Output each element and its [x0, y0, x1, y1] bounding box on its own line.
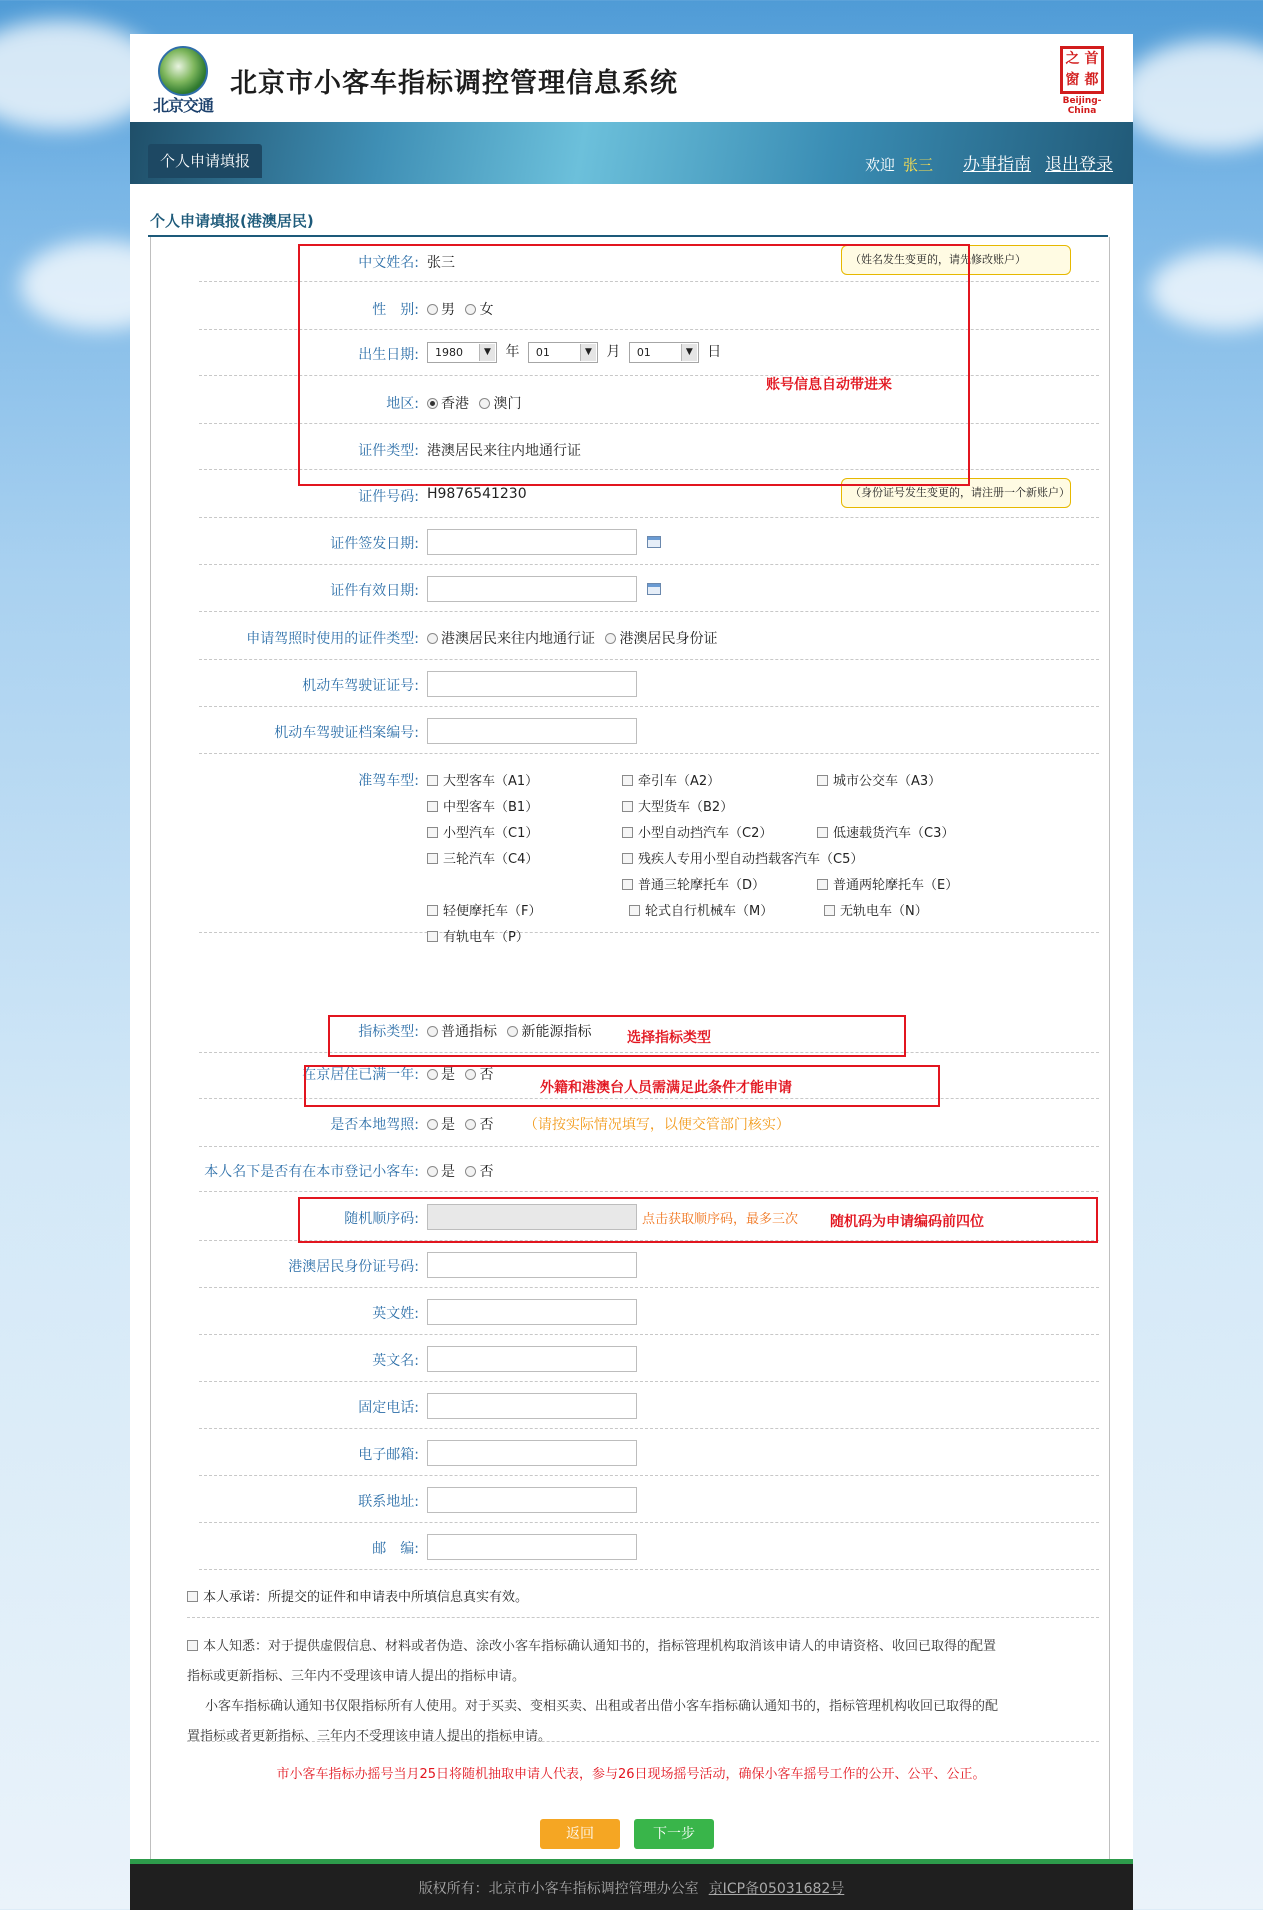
license-number-label: 机动车驾驶证证号: — [302, 678, 419, 694]
quota-new-energy-label: 新能源指标 — [521, 1024, 592, 1040]
phone-label: 固定电话: — [358, 1400, 419, 1416]
section-title: 个人申请填报(港澳居民) — [150, 212, 314, 230]
cert-type-value: 港澳居民来往内地通行证 — [427, 443, 581, 459]
seal-char: 都 — [1084, 72, 1099, 88]
license-file-number-label: 机动车驾驶证档案编号: — [274, 725, 419, 741]
license-cert-type-label: 申请驾照时使用的证件类型: — [246, 631, 419, 647]
seal-icon — [1060, 46, 1104, 94]
random-code-label: 随机顺序码: — [344, 1211, 419, 1227]
vehicle-type-checkbox[interactable]: 牵引车（A2） — [622, 770, 720, 789]
has-car-yes-label: 是 — [441, 1164, 455, 1180]
region-hk-label: 香港 — [441, 396, 469, 412]
birth-month-value: 01 — [535, 345, 550, 359]
gender-female-label: 女 — [479, 302, 494, 318]
name-change-tip: （姓名发生变更的，请先修改账户） — [841, 245, 1071, 275]
vehicle-type-checkbox[interactable]: 轻便摩托车（F） — [427, 900, 541, 919]
license-cert-id-label: 港澳居民身份证 — [619, 631, 718, 647]
has-car-yes-radio[interactable] — [427, 1166, 438, 1177]
phone-input[interactable] — [427, 1393, 637, 1419]
license-cert-permit-radio[interactable] — [427, 633, 438, 644]
license-number-input[interactable] — [427, 671, 637, 697]
gender-label: 性 别: — [372, 302, 419, 318]
address-label: 联系地址: — [358, 1494, 419, 1510]
local-license-yes-radio[interactable] — [427, 1119, 438, 1130]
vehicle-type-checkbox[interactable]: 小型自动挡汽车（C2） — [622, 822, 772, 841]
vehicle-type-checkbox[interactable]: 普通三轮摩托车（D） — [622, 874, 765, 893]
chevron-down-icon: ▼ — [580, 344, 596, 361]
copyright-text: 版权所有：北京市小客车指标调控管理办公室 — [418, 1881, 699, 1897]
english-surname-input[interactable] — [427, 1299, 637, 1325]
notice-block — [187, 1632, 1087, 1752]
vehicle-type-checkbox[interactable]: 中型客车（B1） — [427, 796, 538, 815]
local-license-note: （请按实际情况填写，以便交管部门核实） — [523, 1117, 790, 1133]
email-input[interactable] — [427, 1440, 637, 1466]
chinese-name-label: 中文姓名: — [358, 255, 419, 271]
has-car-options — [421, 1161, 493, 1181]
tab-personal-application[interactable]: 个人申请填报 — [148, 144, 262, 178]
site-title: 北京市小客车指标调控管理信息系统 — [230, 68, 678, 99]
row-english-surname — [199, 1288, 1099, 1335]
random-code-annotation: 随机码为申请编码前四位 — [830, 1214, 984, 1230]
zip-label: 邮 编: — [372, 1541, 419, 1557]
gender-male-label: 男 — [441, 302, 455, 318]
valid-date-label: 证件有效日期: — [330, 583, 419, 599]
vehicle-type-checkbox[interactable]: 大型客车（A1） — [427, 770, 538, 789]
valid-date-input[interactable] — [427, 576, 637, 602]
local-license-options — [421, 1114, 790, 1134]
row-license-cert-type — [199, 612, 1099, 660]
issue-date-input[interactable] — [427, 529, 637, 555]
region-label: 地区: — [386, 396, 419, 412]
vehicle-type-checkbox[interactable]: 城市公交车（A3） — [817, 770, 941, 789]
english-name-label: 英文名: — [372, 1353, 419, 1369]
auto-fill-annotation: 账号信息自动带进来 — [766, 377, 892, 393]
row-issue-date — [199, 518, 1099, 565]
row-promise — [187, 1570, 1099, 1618]
day-unit: 日 — [707, 344, 722, 360]
row-hk-id — [199, 1241, 1099, 1288]
quota-type-annotation: 选择指标类型 — [627, 1030, 711, 1046]
notice-line: 指标或更新指标、三年内不受理该申请人提出的指标申请。 — [187, 1669, 526, 1684]
year-unit: 年 — [505, 344, 520, 360]
id-change-tip: （身份证号发生变更的，请注册一个新账户） — [841, 478, 1071, 508]
cert-number-value: H9876541230 — [427, 486, 527, 502]
resident-no-label: 否 — [479, 1067, 494, 1083]
row-address — [199, 1476, 1099, 1523]
page-container — [130, 34, 1133, 1910]
next-button[interactable]: 下一步 — [634, 1819, 714, 1849]
notice-checkbox[interactable] — [187, 1640, 198, 1651]
back-button[interactable]: 返回 — [540, 1819, 620, 1849]
footer — [130, 1859, 1133, 1910]
license-cert-type-options — [421, 628, 717, 648]
user-area — [865, 150, 1113, 175]
beijing-transport-logo — [148, 46, 218, 116]
birth-day-value: 01 — [636, 345, 651, 359]
notice-line: 本人知悉：对于提供虚假信息、材料或者伪造、涂改小客车指标确认通知书的，指标管理机构取消该申请人的申请资格、收回已取得的配置 — [187, 1632, 1087, 1662]
chevron-down-icon: ▼ — [479, 344, 495, 361]
local-license-label: 是否本地驾照: — [330, 1117, 419, 1133]
row-license-number — [199, 660, 1099, 707]
resident-year-label: 在京居住已满一年: — [302, 1067, 419, 1083]
hk-id-input[interactable] — [427, 1252, 637, 1278]
vehicle-type-checkbox[interactable]: 大型货车（B2） — [622, 796, 733, 815]
vehicle-types-label: 准驾车型: — [358, 773, 419, 789]
local-license-no-label: 否 — [479, 1117, 494, 1133]
promise-checkbox[interactable] — [187, 1586, 528, 1605]
seal-char: 之 — [1065, 51, 1080, 67]
guide-link[interactable]: 办事指南 — [963, 155, 1031, 175]
license-file-number-input[interactable] — [427, 718, 637, 744]
promise-text: 本人承诺：所提交的证件和申请表中所填信息真实有效。 — [203, 1590, 529, 1605]
issue-date-label: 证件签发日期: — [330, 536, 419, 552]
seal-char: 窗 — [1065, 72, 1080, 88]
row-valid-date — [199, 565, 1099, 612]
zip-input[interactable] — [427, 1534, 637, 1560]
capital-window-logo — [1055, 46, 1109, 116]
quota-normal-label: 普通指标 — [441, 1024, 497, 1040]
vehicle-type-checkbox[interactable]: 无轨电车（N） — [824, 900, 928, 919]
calendar-icon[interactable] — [647, 583, 661, 595]
english-surname-label: 英文姓: — [372, 1306, 419, 1322]
nav-bar — [130, 122, 1133, 184]
notice-line: 置指标或者更新指标、三年内不受理该申请人提出的指标申请。 — [187, 1729, 552, 1744]
cert-number-label: 证件号码: — [358, 489, 419, 505]
local-license-no-radio[interactable] — [465, 1119, 476, 1130]
vehicle-type-checkbox[interactable]: 普通两轮摩托车（E） — [817, 874, 958, 893]
row-english-name — [199, 1335, 1099, 1382]
logout-link[interactable]: 退出登录 — [1045, 155, 1113, 175]
logo-emblem-icon — [158, 46, 208, 96]
license-cert-id-radio[interactable] — [605, 633, 616, 644]
lottery-notice: 市小客车指标办摇号当月25日将随机抽取申请人代表，参与26日现场摇号活动，确保小客车摇号工作的公开、公平、公正。 — [276, 1767, 986, 1782]
address-input[interactable] — [427, 1487, 637, 1513]
has-car-no-label: 否 — [479, 1164, 494, 1180]
birth-date-label: 出生日期: — [358, 347, 419, 363]
seal-caption: Beijing-China — [1062, 96, 1102, 116]
vehicle-type-checkbox[interactable]: 低速载货汽车（C3） — [817, 822, 954, 841]
birth-year-value: 1980 — [435, 345, 463, 359]
has-car-no-radio[interactable] — [465, 1166, 476, 1177]
notice-line: 小客车指标确认通知书仅限指标所有人使用。对于买卖、变相买卖、出租或者出借小客车指标确认通知书的，指标管理机构收回已取得的配 — [205, 1699, 999, 1714]
chinese-name-value: 张三 — [427, 255, 455, 271]
welcome-text: 欢迎 — [864, 156, 895, 174]
foreigner-annotation: 外籍和港澳台人员需满足此条件才能申请 — [540, 1080, 792, 1096]
has-car-label: 本人名下是否有在本市登记小客车: — [204, 1164, 419, 1180]
row-email — [199, 1429, 1099, 1476]
footer-text — [130, 1878, 1133, 1898]
email-label: 电子邮箱: — [358, 1447, 419, 1463]
license-cert-permit-label: 港澳居民来往内地通行证 — [441, 631, 595, 647]
icp-link[interactable]: 京ICP备05031682号 — [708, 1881, 845, 1897]
auto-fill-highlight-box — [298, 244, 970, 486]
row-has-car — [199, 1147, 1099, 1192]
calendar-icon[interactable] — [647, 536, 661, 548]
english-name-input[interactable] — [427, 1346, 637, 1372]
row-phone — [199, 1382, 1099, 1429]
get-random-code-link[interactable]: 点击获取顺序码，最多三次 — [642, 1212, 799, 1227]
username: 张三 — [902, 156, 933, 174]
hk-id-label: 港澳居民身份证号码: — [288, 1259, 419, 1275]
vehicle-type-checkbox[interactable]: 残疾人专用小型自动挡载客汽车（C5） — [622, 848, 863, 867]
row-license-file-number — [199, 707, 1099, 754]
quota-type-label: 指标类型: — [358, 1024, 419, 1040]
seal-char: 首 — [1084, 51, 1099, 67]
vehicle-type-checkbox[interactable]: 三轮汽车（C4） — [427, 848, 538, 867]
row-vehicle-types — [199, 754, 1099, 945]
row-zip — [199, 1523, 1099, 1570]
row-notice — [187, 1618, 1099, 1742]
vehicle-type-checkbox[interactable]: 轮式自行机械车（M） — [629, 900, 773, 919]
vehicle-type-checkbox[interactable]: 有轨电车（P） — [427, 926, 529, 945]
cert-type-label: 证件类型: — [358, 443, 419, 459]
resident-yes-label: 是 — [441, 1067, 455, 1083]
chevron-down-icon: ▼ — [681, 344, 697, 361]
logo-left-text: 北京交通 — [152, 96, 213, 115]
region-macau-label: 澳门 — [493, 396, 522, 412]
quota-type-highlight-box — [328, 1015, 906, 1057]
month-unit: 月 — [606, 344, 621, 360]
vehicle-type-checkbox[interactable]: 小型汽车（C1） — [427, 822, 538, 841]
local-license-yes-label: 是 — [441, 1117, 455, 1133]
